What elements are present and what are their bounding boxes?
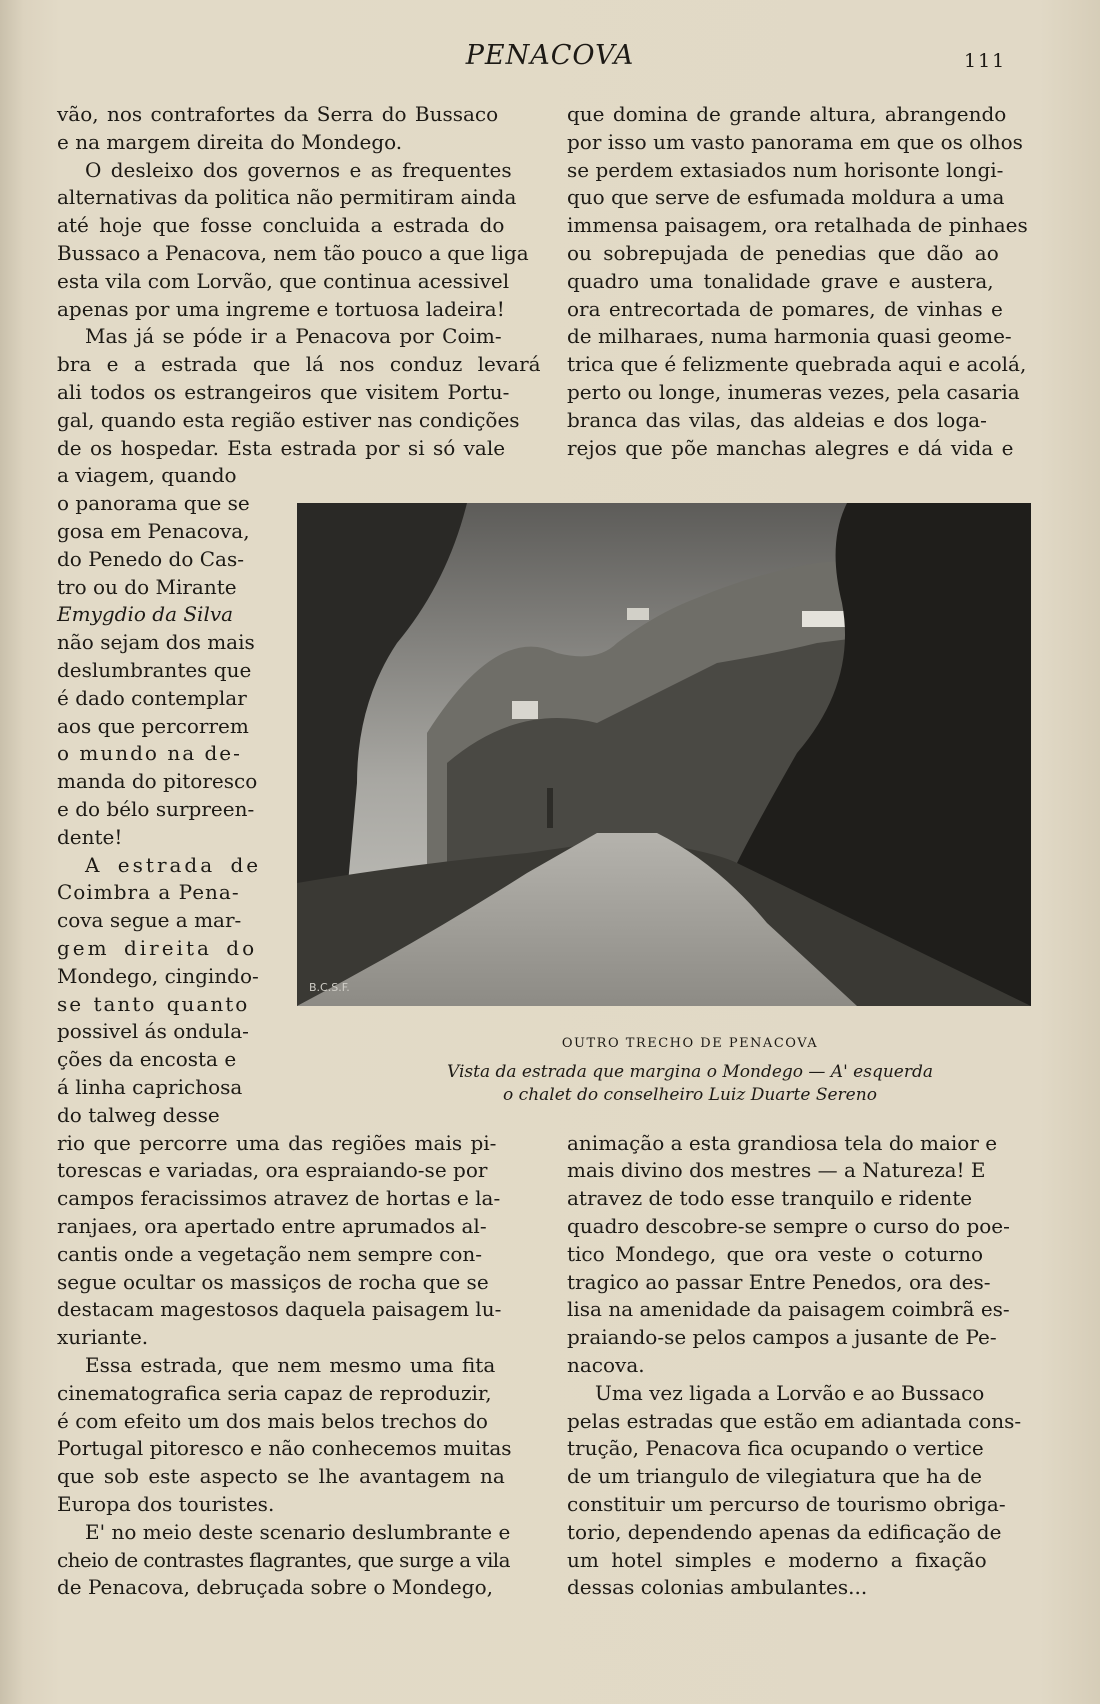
text-line: tico Mondego, que ora veste o coturno: [567, 1241, 984, 1266]
text-line: tro ou do Mirante: [57, 574, 237, 599]
text-line: aos que percorrem: [57, 713, 249, 738]
text-line: Uma vez ligada a Lorvão e ao Bussaco: [595, 1380, 985, 1405]
text-line: do talweg desse: [57, 1102, 220, 1127]
text-line: Emygdio da Silva: [57, 602, 234, 627]
page-number: 111: [964, 50, 1007, 72]
distant-house: [627, 608, 649, 620]
text-line: apenas por uma ingreme e tortuosa ladeira!: [57, 296, 505, 321]
text-line: A estrada de: [85, 852, 262, 877]
text-line: Mas já se póde ir a Penacova por Coim-: [85, 324, 502, 349]
text-line: praiando-se pelos campos a jusante de Pe-: [567, 1325, 997, 1350]
photo-signature: B.C.S.F.: [309, 981, 350, 994]
text-line: perto ou longe, inumeras vezes, pela casaria: [567, 380, 1020, 404]
text-line: cinematografica seria capaz de reproduzir,: [57, 1380, 492, 1405]
text-line: esta vila com Lorvão, que continua acessivel: [57, 268, 510, 293]
figure-caption-line: Vista da estrada que margina o Mondego — A' esquerda: [447, 1062, 933, 1082]
text-line: campos feracissimos atravez de hortas e la-: [57, 1186, 501, 1211]
text-line: de os hospedar. Esta estrada por si só vale: [57, 435, 506, 460]
text-line: de milharaes, numa harmonia quasi geome-: [567, 324, 1012, 349]
text-line: cova segue a mar-: [57, 908, 242, 933]
text-line: immensa paisagem, ora retalhada de pinhaes: [567, 213, 1028, 238]
text-line: lisa na amenidade da paisagem coimbrã es-: [567, 1297, 1010, 1322]
text-line: atravez de todo esse tranquilo e ridente: [567, 1186, 973, 1211]
text-line: deslumbrantes que: [57, 658, 252, 682]
text-line: é com efeito um dos mais belos trechos do: [57, 1408, 488, 1433]
text-line: torio, dependendo apenas da edificação de: [567, 1519, 1002, 1544]
text-line: vão, nos contrafortes da Serra do Bussaco: [57, 102, 499, 126]
text-line: rio que percorre uma das regiões mais pi-: [57, 1130, 497, 1155]
text-line: não sejam dos mais: [57, 630, 255, 655]
text-line: de um triangulo de vilegiatura que ha de: [567, 1464, 982, 1489]
text-line: até hoje que fosse concluida a estrada do: [57, 213, 505, 238]
white-building: [512, 701, 538, 719]
road-photograph-image: [297, 503, 1031, 1006]
text-line: E' no meio deste scenario deslumbrante e: [85, 1519, 511, 1544]
text-line: o mundo na de-: [57, 741, 242, 766]
text-line: trução, Penacova fica ocupando o vertice: [567, 1436, 984, 1461]
text-line: mais divino dos mestres — a Natureza! E: [567, 1158, 986, 1183]
text-line: nacova.: [567, 1353, 645, 1377]
text-line: destacam magestosos daquela paisagem lu-: [57, 1297, 502, 1322]
text-line: torescas e variadas, ora espraiando-se por: [57, 1158, 488, 1183]
text-line: branca das vilas, das aldeias e dos loga-: [567, 407, 987, 432]
text-line: o panorama que se: [57, 491, 250, 516]
text-line: ali todos os estrangeiros que visitem Portu-: [57, 380, 510, 404]
text-line: segue ocultar os massiços de rocha que se: [57, 1269, 489, 1294]
figure-title: OUTRO TRECHO DE PENACOVA: [561, 1036, 819, 1051]
figure-caption-line: o chalet do conselheiro Luiz Duarte Sereno: [503, 1085, 877, 1105]
text-line: Mondego, cingindo-: [57, 963, 259, 988]
text-line: se tanto quanto: [57, 991, 250, 1016]
text-line: um hotel simples e moderno a fixação: [567, 1547, 987, 1572]
text-line: do Penedo do Cas-: [57, 546, 244, 571]
text-line: O desleixo dos governos e as frequentes: [85, 157, 512, 182]
text-line: a viagem, quando: [57, 463, 237, 488]
text-line: tragico ao passar Entre Penedos, ora des-: [567, 1269, 991, 1294]
text-line: pelas estradas que estão em adiantada cons-: [567, 1408, 1022, 1433]
text-line: de Penacova, debruçada sobre o Mondego,: [57, 1575, 493, 1600]
text-line: gosa em Penacova,: [57, 519, 250, 543]
text-line: por isso um vasto panorama em que os olhos: [567, 129, 1023, 154]
text-line: bra e a estrada que lá nos conduz levará: [57, 352, 541, 377]
text-line: constituir um percurso de tourismo obriga-: [567, 1492, 1006, 1516]
text-line: ora entrecortada de pomares, de vinhas e: [567, 296, 1003, 321]
text-line: gem direita do: [57, 936, 258, 960]
text-line: Essa estrada, que nem mesmo uma fita: [85, 1353, 496, 1377]
road-photograph: [297, 503, 1031, 1006]
text-line: trica que é felizmente quebrada aqui e acolá,: [567, 352, 1027, 377]
text-line: rejos que põe manchas alegres e dá vida e: [567, 435, 1014, 460]
text-line: quo que serve de esfumada moldura a uma: [567, 185, 1005, 210]
text-line: e do bélo surpreen-: [57, 797, 255, 821]
text-line: ções da encosta e: [57, 1047, 237, 1072]
text-line: possivel ás ondula-: [57, 1019, 249, 1044]
text-line: que domina de grande altura, abrangendo: [567, 102, 1007, 126]
text-line: alternativas da politica não permitiram ainda: [57, 185, 517, 210]
text-line: gal, quando esta região estiver nas condições: [57, 407, 520, 432]
text-line: Europa dos touristes.: [57, 1492, 275, 1516]
text-line: dente!: [57, 824, 123, 849]
text-line: Portugal pitoresco e não conhecemos muitas: [57, 1436, 512, 1461]
text-line: quadro descobre-se sempre o curso do poe-: [567, 1214, 1010, 1238]
text-line: ou sobrepujada de penedias que dão ao: [567, 241, 999, 265]
text-line: cantis onde a vegetação nem sempre con-: [57, 1241, 483, 1266]
text-line: ranjaes, ora apertado entre aprumados al-: [57, 1214, 487, 1238]
text-line: dessas colonias ambulantes...: [567, 1575, 868, 1600]
figure-on-road: [547, 788, 553, 828]
running-title: PENACOVA: [465, 40, 635, 71]
text-line: animação a esta grandiosa tela do maior e: [567, 1130, 998, 1155]
text-line: se perdem extasiados num horisonte longi-: [567, 157, 1004, 182]
text-line: manda do pitoresco: [57, 769, 258, 794]
text-line: á linha caprichosa: [57, 1075, 243, 1099]
text-line: cheio de contrastes flagrantes, que surge a vila: [57, 1547, 510, 1572]
text-line: quadro uma tonalidade grave e austera,: [567, 268, 994, 293]
text-line: Coimbra a Pena-: [57, 880, 240, 905]
text-line: é dado contemplar: [57, 685, 247, 710]
text-line: que sob este aspecto se lhe avantagem na: [57, 1464, 505, 1489]
text-line: e na margem direita do Mondego.: [57, 129, 403, 154]
text-line: xuriante.: [57, 1325, 149, 1350]
text-line: Bussaco a Penacova, nem tão pouco a que liga: [57, 241, 529, 265]
